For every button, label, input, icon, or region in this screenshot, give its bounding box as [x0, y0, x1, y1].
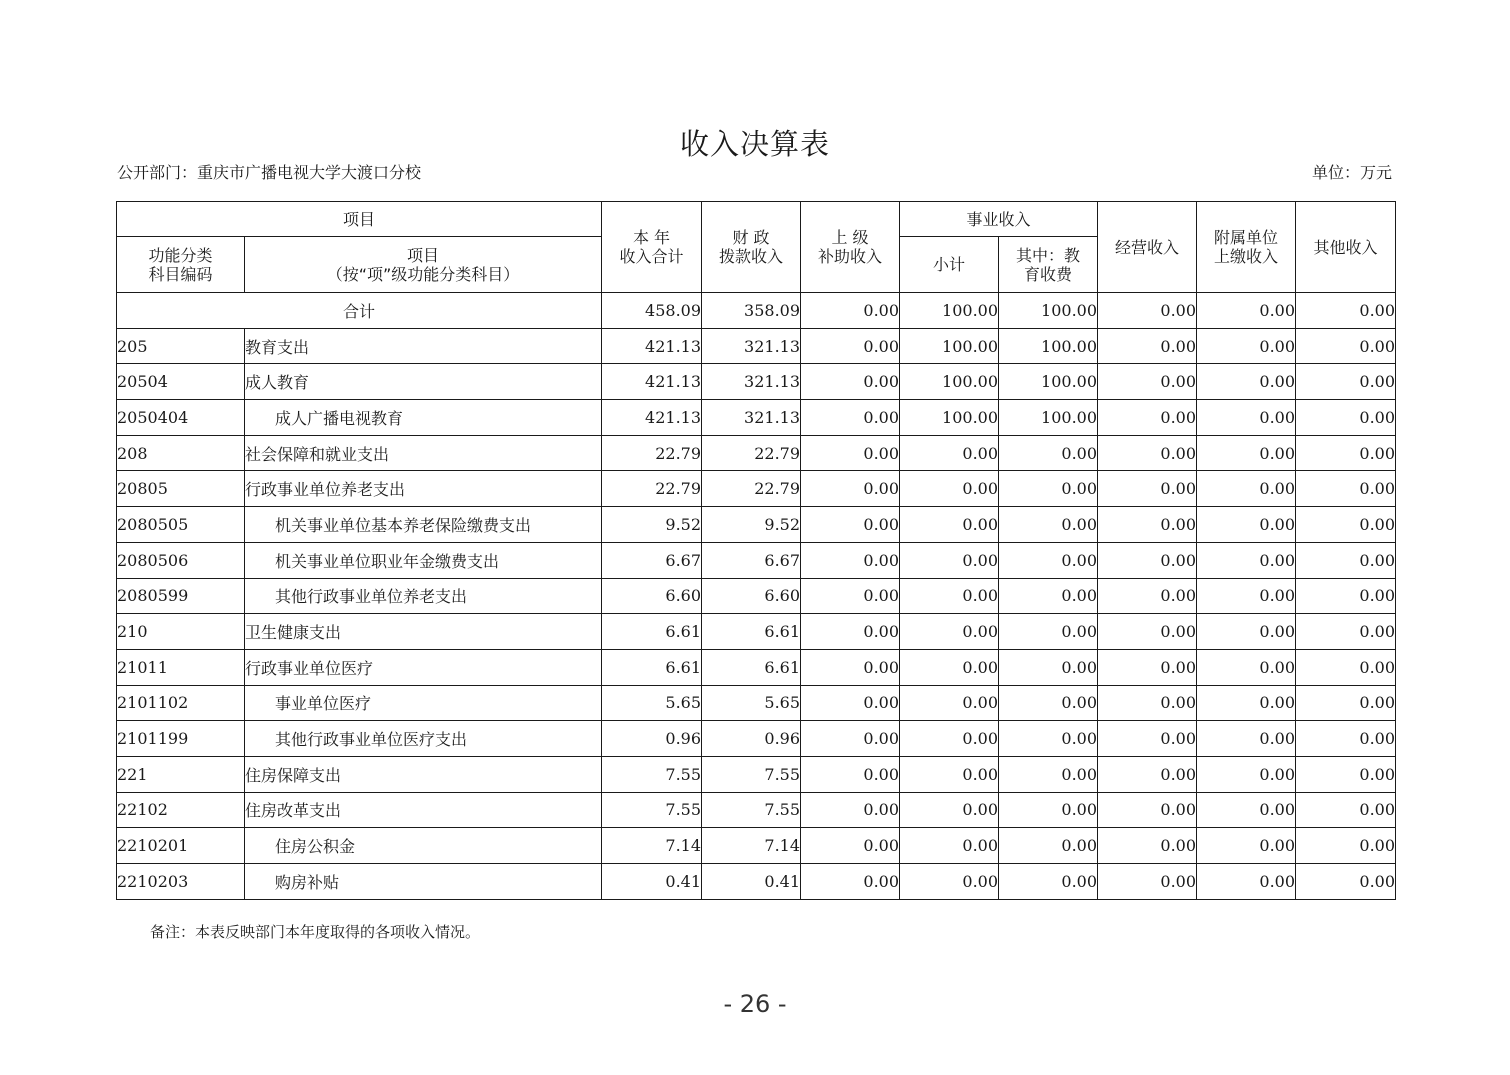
row-value: 6.67 — [602, 542, 702, 578]
income-table — [116, 201, 1396, 900]
unit-label: 单位：万元 — [1311, 163, 1392, 182]
row-value: 0.00 — [1296, 685, 1396, 721]
row-value: 7.55 — [702, 792, 801, 828]
row-value: 0.00 — [1098, 614, 1197, 650]
row-value: 0.00 — [1098, 721, 1197, 757]
row-value: 321.13 — [702, 400, 801, 436]
row-value: 100.00 — [999, 364, 1098, 400]
row-value: 321.13 — [702, 328, 801, 364]
row-value: 0.00 — [999, 685, 1098, 721]
row-code: 2080599 — [117, 578, 245, 614]
row-value: 0.00 — [801, 685, 900, 721]
row-value: 0.00 — [1296, 828, 1396, 864]
row-value: 7.14 — [702, 828, 801, 864]
row-value: 0.00 — [801, 471, 900, 507]
row-value: 0.00 — [1098, 542, 1197, 578]
row-name: 购房补贴 — [245, 864, 602, 900]
row-value: 0.00 — [1098, 792, 1197, 828]
row-value: 100.00 — [900, 328, 999, 364]
row-value: 0.00 — [900, 471, 999, 507]
row-code: 21011 — [117, 649, 245, 685]
table-row — [117, 756, 1396, 792]
row-value: 0.00 — [999, 614, 1098, 650]
remark-note: 备注：本表反映部门本年度取得的各项收入情况。 — [150, 923, 481, 941]
row-value: 0.00 — [900, 649, 999, 685]
row-value: 0.00 — [1296, 542, 1396, 578]
row-value: 0.00 — [900, 578, 999, 614]
row-value: 0.00 — [1197, 435, 1296, 471]
row-value: 0.00 — [900, 542, 999, 578]
row-value: 0.00 — [801, 721, 900, 757]
row-value: 7.55 — [702, 756, 801, 792]
table-row — [117, 578, 1396, 614]
row-value: 0.00 — [999, 828, 1098, 864]
row-code: 2050404 — [117, 400, 245, 436]
row-value: 7.14 — [602, 828, 702, 864]
row-value: 0.00 — [999, 649, 1098, 685]
row-value: 22.79 — [702, 471, 801, 507]
header-edu-fee: 其中：教 育收费 — [999, 237, 1098, 293]
row-value: 0.00 — [1296, 364, 1396, 400]
row-value: 0.00 — [1296, 400, 1396, 436]
row-value: 0.00 — [801, 864, 900, 900]
row-value: 0.00 — [801, 614, 900, 650]
row-value: 0.41 — [602, 864, 702, 900]
row-value: 22.79 — [702, 435, 801, 471]
header-other: 其他收入 — [1296, 202, 1396, 293]
row-value: 0.00 — [1197, 792, 1296, 828]
row-value: 0.00 — [900, 864, 999, 900]
row-value: 0.00 — [1296, 328, 1396, 364]
row-code: 210 — [117, 614, 245, 650]
row-code: 20504 — [117, 364, 245, 400]
row-value: 0.00 — [801, 542, 900, 578]
row-value: 0.00 — [1197, 649, 1296, 685]
row-name: 其他行政事业单位养老支出 — [245, 578, 602, 614]
header-item-group: 项目 — [117, 202, 602, 237]
row-value: 0.00 — [999, 721, 1098, 757]
row-name: 教育支出 — [245, 328, 602, 364]
row-value: 0.00 — [1296, 756, 1396, 792]
row-value: 0.00 — [1296, 471, 1396, 507]
row-value: 0.00 — [900, 756, 999, 792]
table-row — [117, 400, 1396, 436]
row-value: 0.00 — [1197, 828, 1296, 864]
row-value: 0.00 — [1098, 507, 1197, 543]
row-value: 0.00 — [1296, 649, 1396, 685]
table-row — [117, 435, 1396, 471]
row-value: 0.00 — [1098, 578, 1197, 614]
row-value: 7.55 — [602, 756, 702, 792]
row-value: 0.00 — [1197, 864, 1296, 900]
row-value: 5.65 — [702, 685, 801, 721]
row-code: 208 — [117, 435, 245, 471]
row-name: 成人广播电视教育 — [245, 400, 602, 436]
row-value: 22.79 — [602, 435, 702, 471]
row-value: 0.00 — [801, 756, 900, 792]
row-value: 0.00 — [1197, 328, 1296, 364]
row-value: 0.00 — [999, 507, 1098, 543]
row-code: 2101199 — [117, 721, 245, 757]
table-row — [117, 364, 1396, 400]
table-row — [117, 507, 1396, 543]
row-value: 421.13 — [602, 400, 702, 436]
row-value: 0.00 — [1197, 578, 1296, 614]
row-code: 22102 — [117, 792, 245, 828]
row-value: 6.60 — [702, 578, 801, 614]
row-value: 0.00 — [1197, 364, 1296, 400]
row-value: 0.00 — [1197, 756, 1296, 792]
header-superior: 上 级 补助收入 — [801, 202, 900, 293]
row-value: 0.00 — [801, 649, 900, 685]
row-value: 0.00 — [999, 435, 1098, 471]
row-value: 0.00 — [1098, 471, 1197, 507]
table-row — [117, 328, 1396, 364]
row-name: 事业单位医疗 — [245, 685, 602, 721]
row-code: 20805 — [117, 471, 245, 507]
page-number: - 26 - — [723, 990, 787, 1018]
row-value: 0.00 — [801, 792, 900, 828]
row-value: 0.00 — [801, 364, 900, 400]
total-label: 合计 — [117, 293, 602, 329]
table-row — [117, 542, 1396, 578]
row-name: 住房保障支出 — [245, 756, 602, 792]
row-value: 0.00 — [1098, 364, 1197, 400]
row-value: 421.13 — [602, 328, 702, 364]
header-func-code: 功能分类 科目编码 — [117, 237, 245, 293]
row-value: 0.00 — [1098, 435, 1197, 471]
row-value: 0.00 — [1197, 721, 1296, 757]
row-value: 0.00 — [900, 507, 999, 543]
row-code: 2210203 — [117, 864, 245, 900]
row-name: 卫生健康支出 — [245, 614, 602, 650]
row-code: 2101102 — [117, 685, 245, 721]
row-name: 住房改革支出 — [245, 792, 602, 828]
row-value: 5.65 — [602, 685, 702, 721]
row-value: 100.00 — [999, 328, 1098, 364]
header-item-name: 项目 （按“项”级功能分类科目） — [245, 237, 602, 293]
row-value: 0.00 — [1098, 400, 1197, 436]
header-business-group: 事业收入 — [900, 202, 1098, 237]
row-value: 0.00 — [1197, 471, 1296, 507]
row-value: 0.00 — [900, 792, 999, 828]
row-value: 0.00 — [1098, 328, 1197, 364]
row-value: 0.00 — [1296, 578, 1396, 614]
row-value: 0.00 — [900, 614, 999, 650]
row-value: 0.00 — [1197, 400, 1296, 436]
department-label: 公开部门：重庆市广播电视大学大渡口分校 — [117, 163, 422, 182]
row-value: 0.00 — [1296, 864, 1396, 900]
table-row — [117, 828, 1396, 864]
table-row — [117, 471, 1396, 507]
row-value: 0.00 — [801, 507, 900, 543]
header-operating: 经营收入 — [1098, 202, 1197, 293]
header-affiliated: 附属单位 上缴收入 — [1197, 202, 1296, 293]
row-name: 机关事业单位基本养老保险缴费支出 — [245, 507, 602, 543]
row-value: 0.00 — [900, 828, 999, 864]
header-total: 本 年 收入合计 — [602, 202, 702, 293]
table-row — [117, 649, 1396, 685]
row-value: 0.00 — [1197, 542, 1296, 578]
row-value: 421.13 — [602, 364, 702, 400]
row-value: 0.41 — [702, 864, 801, 900]
row-name: 行政事业单位养老支出 — [245, 471, 602, 507]
table-row — [117, 792, 1396, 828]
row-code: 2080505 — [117, 507, 245, 543]
table-row — [117, 614, 1396, 650]
table-row — [117, 685, 1396, 721]
table-row — [117, 864, 1396, 900]
row-code: 205 — [117, 328, 245, 364]
row-value: 0.00 — [801, 578, 900, 614]
row-value: 9.52 — [702, 507, 801, 543]
row-value: 0.00 — [900, 721, 999, 757]
total-value: 358.09 — [702, 293, 801, 329]
row-value: 6.61 — [602, 614, 702, 650]
row-value: 6.60 — [602, 578, 702, 614]
row-name: 住房公积金 — [245, 828, 602, 864]
row-value: 0.00 — [1197, 685, 1296, 721]
row-value: 100.00 — [900, 400, 999, 436]
total-value: 100.00 — [999, 293, 1098, 329]
header-fiscal: 财 政 拨款收入 — [702, 202, 801, 293]
row-value: 0.00 — [1197, 507, 1296, 543]
row-value: 0.00 — [900, 435, 999, 471]
row-value: 0.00 — [1197, 614, 1296, 650]
row-value: 0.96 — [702, 721, 801, 757]
row-value: 0.00 — [1098, 649, 1197, 685]
row-value: 0.00 — [801, 828, 900, 864]
total-value: 0.00 — [1296, 293, 1396, 329]
row-value: 0.00 — [1098, 828, 1197, 864]
row-value: 0.00 — [801, 328, 900, 364]
total-value: 0.00 — [1098, 293, 1197, 329]
row-code: 221 — [117, 756, 245, 792]
total-value: 100.00 — [900, 293, 999, 329]
page-title: 收入决算表 — [679, 127, 830, 161]
row-name: 其他行政事业单位医疗支出 — [245, 721, 602, 757]
row-value: 0.96 — [602, 721, 702, 757]
row-value: 0.00 — [999, 578, 1098, 614]
row-value: 0.00 — [1296, 435, 1396, 471]
row-value: 0.00 — [999, 471, 1098, 507]
row-value: 6.61 — [702, 614, 801, 650]
total-row — [117, 293, 1396, 329]
row-name: 成人教育 — [245, 364, 602, 400]
table-row — [117, 721, 1396, 757]
row-value: 0.00 — [1098, 756, 1197, 792]
row-value: 0.00 — [1296, 507, 1396, 543]
row-value: 0.00 — [999, 792, 1098, 828]
header-subtotal: 小计 — [900, 237, 999, 293]
row-value: 0.00 — [999, 864, 1098, 900]
row-value: 0.00 — [999, 542, 1098, 578]
row-value: 0.00 — [1098, 864, 1197, 900]
row-value: 6.61 — [702, 649, 801, 685]
total-value: 0.00 — [801, 293, 900, 329]
row-value: 22.79 — [602, 471, 702, 507]
row-value: 0.00 — [1296, 614, 1396, 650]
row-name: 行政事业单位医疗 — [245, 649, 602, 685]
row-value: 321.13 — [702, 364, 801, 400]
row-name: 机关事业单位职业年金缴费支出 — [245, 542, 602, 578]
row-value: 6.67 — [702, 542, 801, 578]
row-value: 6.61 — [602, 649, 702, 685]
row-value: 0.00 — [900, 685, 999, 721]
row-code: 2210201 — [117, 828, 245, 864]
row-value: 7.55 — [602, 792, 702, 828]
table-body — [117, 293, 1396, 900]
total-value: 0.00 — [1197, 293, 1296, 329]
row-value: 0.00 — [999, 756, 1098, 792]
row-name: 社会保障和就业支出 — [245, 435, 602, 471]
row-value: 0.00 — [1098, 685, 1197, 721]
row-value: 100.00 — [999, 400, 1098, 436]
total-value: 458.09 — [602, 293, 702, 329]
row-value: 0.00 — [801, 435, 900, 471]
row-value: 0.00 — [1296, 792, 1396, 828]
row-value: 0.00 — [1296, 721, 1396, 757]
row-value: 9.52 — [602, 507, 702, 543]
row-code: 2080506 — [117, 542, 245, 578]
row-value: 0.00 — [801, 400, 900, 436]
row-value: 100.00 — [900, 364, 999, 400]
